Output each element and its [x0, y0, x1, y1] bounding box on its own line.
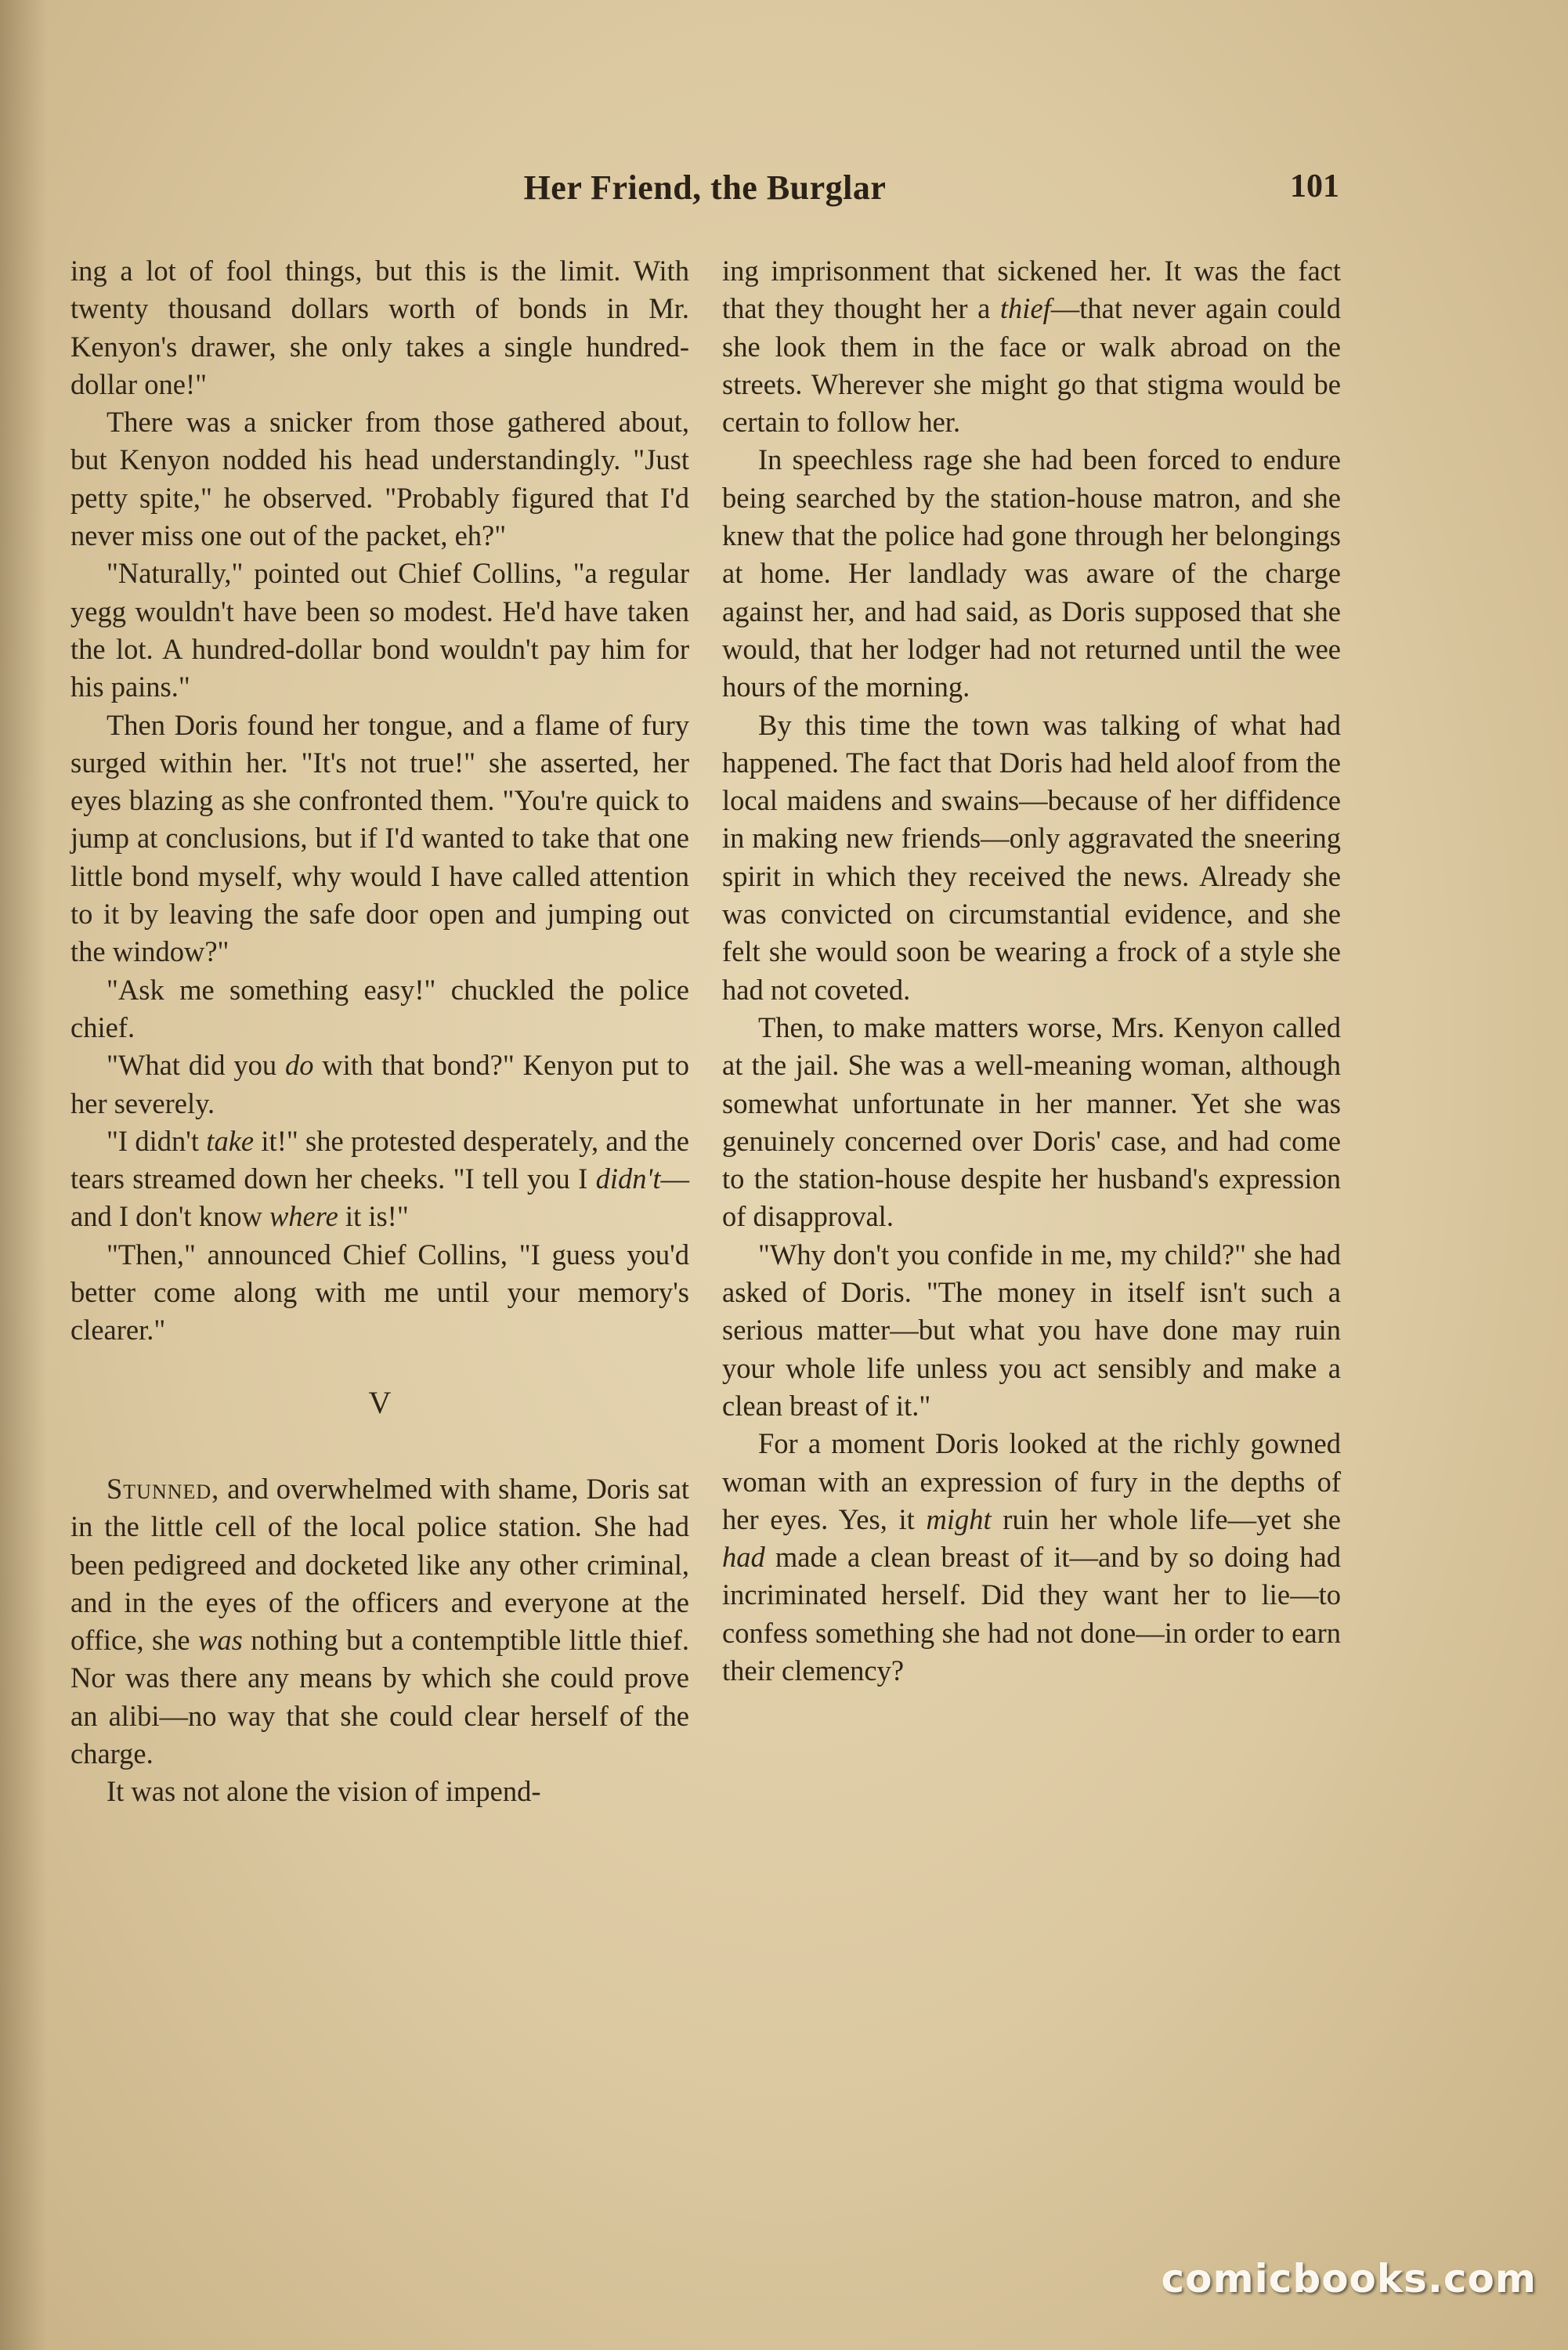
paragraph	[70, 1047, 689, 1123]
paragraph	[722, 252, 1341, 441]
emphasis: had	[722, 1541, 765, 1574]
text-run: ruin her whole life—yet she	[991, 1502, 1342, 1535]
watermark: comicbooks.com	[1161, 2256, 1537, 2301]
paragraph: By this time the town was talking of what had happened. The fact that Doris had held aloof from the local maidens and swains—because of her diffidence in making new friends—only aggravated the sneering spirit in which they received the news. Already she was convicted on circumstantial evidence, and she felt she would soon be wearing a frock of a style she had not coveted.	[722, 708, 1341, 1006]
text-run: it!" she protested desperately, and the tears streamed down her cheeks. "I tell you I	[70, 1124, 689, 1195]
text-run: nothing but a contemptible little thief. Nor was there any means by which she could prove an alibi—no way that she could clear herself of the charge.	[70, 1624, 689, 1770]
emphasis: might	[926, 1502, 992, 1535]
emphasis: do	[284, 1049, 314, 1082]
paragraph: "Then," announced Chief Collins, "I guess you'd better come along with me until your memory's clearer."	[70, 1238, 689, 1347]
paragraph: "Naturally," pointed out Chief Collins, "a regular yegg wouldn't have been so modest. He'd have taken the lot. A hundred-dollar bond wouldn't pay him for his pains."	[70, 557, 689, 703]
text-run: made a clean breast of it—and by so doing had incriminated herself. Did they want her to lie—to confess something she had not done—in order to earn their clemency?	[722, 1541, 1341, 1687]
running-head	[70, 168, 1339, 215]
text-run: ing imprisonment that sickened her. It was the fact that they thought her a	[722, 255, 1341, 325]
text-run: it is!"	[338, 1200, 409, 1233]
text-run: For a moment Doris looked at the richly gowned woman with an expression of fury in the depths of her eyes. Yes, it	[722, 1427, 1341, 1535]
paragraph: It was not alone the vision of impend-	[107, 1775, 541, 1808]
text-run: "What did you	[107, 1049, 285, 1082]
emphasis: where	[269, 1200, 338, 1233]
paragraph: In speechless rage she had been forced to endure being searched by the station-house matron, and she knew that the police had gone through her belongings at home. Her landlady was aware of the charge against her, and had said, as Doris supposed that she would, that her lodger had not returned until the wee hours of the morning.	[722, 443, 1341, 703]
emphasis: take	[206, 1124, 255, 1157]
emphasis: thief	[999, 292, 1051, 325]
emphasis: didn't	[595, 1162, 661, 1195]
text-run: —that never again could she look them in the face or walk abroad on the streets. Wherever she might go that stigma would be certain to follow her.	[722, 292, 1341, 439]
paragraph	[70, 1123, 689, 1236]
section-numeral: V	[368, 1384, 392, 1420]
paragraph	[722, 1425, 1341, 1690]
paragraph: "Ask me something easy!" chuckled the police chief.	[70, 973, 689, 1043]
paragraph: Then Doris found her tongue, and a flame of fury surged within her. "It's not true!" she asserted, her eyes blazing as she confronted them. "You're quick to jump at conclusions, but if I'd wanted to take that one little bond myself, why would I have called attention to it by leaving the safe door open and jumping out the window?"	[70, 708, 689, 968]
paragraph: ing a lot of fool things, but this is the limit. With twenty thousand dollars worth of bonds in Mr. Kenyon's drawer, she only takes a single hundred-dollar one!"	[70, 255, 689, 400]
running-title: Her Friend, the Burglar	[523, 168, 887, 207]
spine-shadow	[0, 0, 47, 2350]
left-column	[70, 252, 689, 1811]
emphasis: was	[198, 1624, 243, 1657]
paragraph	[70, 1470, 689, 1773]
page-number: 101	[1290, 168, 1339, 204]
lead-word: Stunned,	[107, 1472, 220, 1505]
text-run: with that bond?" Kenyon put to her severely.	[70, 1049, 689, 1119]
paragraph: Then, to make matters worse, Mrs. Kenyon called at the jail. She was a well-meaning woman, although somewhat unfortunate in her manner. Yet she was genuinely concerned over Doris' case, and had come to the station-house despite her husband's expression of disapproval.	[722, 1010, 1341, 1233]
text-run: and overwhelmed with shame, Doris sat in the little cell of the local police station. She had been pedigreed and docketed like any other criminal, and in the eyes of the officers and everyone at the office, she	[70, 1472, 689, 1657]
text-run: —and I don't know	[70, 1162, 689, 1233]
paragraph: "Why don't you confide in me, my child?" she had asked of Doris. "The money in itself isn't such a serious matter—but what you have done may ruin your whole life unless you act sensibly and make a clean breast of it."	[722, 1238, 1341, 1422]
paragraph: There was a snicker from those gathered about, but Kenyon nodded his head understandingly. "Just petty spite," he observed. "Probably figured that I'd never miss one out of the packet, eh?"	[70, 406, 689, 552]
right-column	[722, 252, 1341, 1690]
text-run: "I didn't	[107, 1124, 207, 1157]
